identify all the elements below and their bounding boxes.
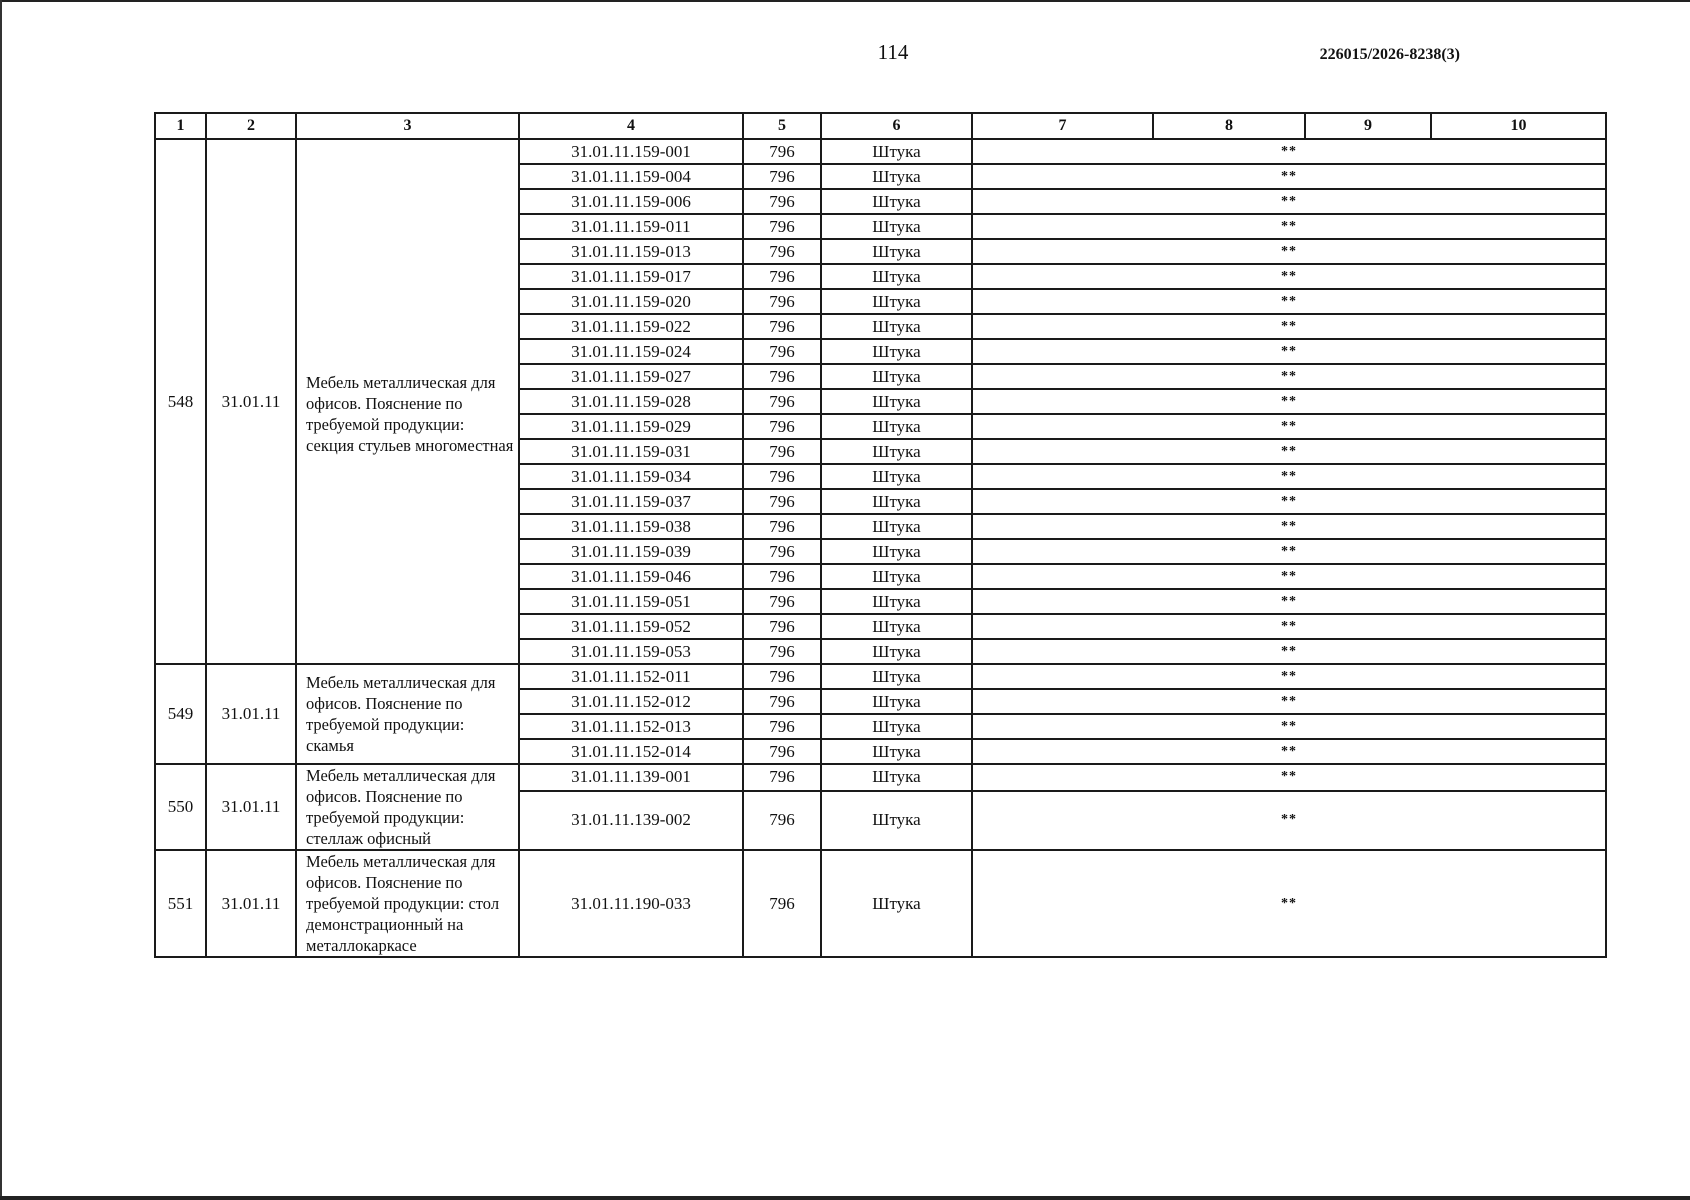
goods-table-container bbox=[154, 112, 1605, 958]
column-header-9: 9 bbox=[1305, 113, 1431, 139]
unit-cell: Штука bbox=[821, 689, 972, 714]
unit-cell: Штука bbox=[821, 164, 972, 189]
table-row bbox=[155, 139, 1606, 164]
unit-cell: Штука bbox=[821, 850, 972, 957]
row-number-cell: 550 bbox=[155, 764, 206, 850]
okei-code-cell: 796 bbox=[743, 414, 821, 439]
unit-cell: Штука bbox=[821, 714, 972, 739]
row-number-cell: 551 bbox=[155, 850, 206, 957]
okei-code-cell: 796 bbox=[743, 339, 821, 364]
unit-cell: Штука bbox=[821, 239, 972, 264]
characteristics-cell: ** bbox=[972, 639, 1606, 664]
row-number-cell: 549 bbox=[155, 664, 206, 764]
characteristics-cell: ** bbox=[972, 239, 1606, 264]
table-row bbox=[155, 664, 1606, 689]
unit-cell: Штука bbox=[821, 464, 972, 489]
okei-code-cell: 796 bbox=[743, 791, 821, 850]
okei-code-cell: 796 bbox=[743, 689, 821, 714]
item-code-cell: 31.01.11.139-001 bbox=[519, 764, 743, 791]
column-header-7: 7 bbox=[972, 113, 1153, 139]
okpd-code-cell: 31.01.11 bbox=[206, 764, 296, 850]
okei-code-cell: 796 bbox=[743, 564, 821, 589]
item-code-cell: 31.01.11.159-039 bbox=[519, 539, 743, 564]
okei-code-cell: 796 bbox=[743, 739, 821, 764]
item-code-cell: 31.01.11.159-006 bbox=[519, 189, 743, 214]
item-code-cell: 31.01.11.159-011 bbox=[519, 214, 743, 239]
okei-code-cell: 796 bbox=[743, 389, 821, 414]
okei-code-cell: 796 bbox=[743, 539, 821, 564]
unit-cell: Штука bbox=[821, 264, 972, 289]
okei-code-cell: 796 bbox=[743, 514, 821, 539]
header-row bbox=[155, 113, 1606, 139]
column-header-1: 1 bbox=[155, 113, 206, 139]
item-code-cell: 31.01.11.159-017 bbox=[519, 264, 743, 289]
item-code-cell: 31.01.11.159-013 bbox=[519, 239, 743, 264]
okei-code-cell: 796 bbox=[743, 439, 821, 464]
item-code-cell: 31.01.11.159-038 bbox=[519, 514, 743, 539]
characteristics-cell: ** bbox=[972, 389, 1606, 414]
characteristics-cell: ** bbox=[972, 714, 1606, 739]
characteristics-cell: ** bbox=[972, 664, 1606, 689]
page-edge-left bbox=[0, 0, 2, 1200]
okei-code-cell: 796 bbox=[743, 189, 821, 214]
okei-code-cell: 796 bbox=[743, 164, 821, 189]
unit-cell: Штука bbox=[821, 139, 972, 164]
okei-code-cell: 796 bbox=[743, 850, 821, 957]
okei-code-cell: 796 bbox=[743, 589, 821, 614]
item-code-cell: 31.01.11.159-024 bbox=[519, 339, 743, 364]
characteristics-cell: ** bbox=[972, 489, 1606, 514]
column-header-6: 6 bbox=[821, 113, 972, 139]
okei-code-cell: 796 bbox=[743, 214, 821, 239]
unit-cell: Штука bbox=[821, 364, 972, 389]
unit-cell: Штука bbox=[821, 639, 972, 664]
characteristics-cell: ** bbox=[972, 614, 1606, 639]
document-code: 226015/2026-8238(3) bbox=[1319, 46, 1460, 63]
characteristics-cell: ** bbox=[972, 214, 1606, 239]
column-header-10: 10 bbox=[1431, 113, 1606, 139]
column-header-3: 3 bbox=[296, 113, 519, 139]
okpd-code-cell: 31.01.11 bbox=[206, 139, 296, 664]
unit-cell: Штука bbox=[821, 764, 972, 791]
item-code-cell: 31.01.11.152-013 bbox=[519, 714, 743, 739]
item-code-cell: 31.01.11.159-037 bbox=[519, 489, 743, 514]
item-code-cell: 31.01.11.159-046 bbox=[519, 564, 743, 589]
description-cell: Мебель металлическая для офисов. Пояснение по требуемой продукции: стол демонстрационный на металлокаркасе bbox=[296, 850, 519, 957]
item-code-cell: 31.01.11.152-012 bbox=[519, 689, 743, 714]
unit-cell: Штука bbox=[821, 514, 972, 539]
characteristics-cell: ** bbox=[972, 539, 1606, 564]
characteristics-cell: ** bbox=[972, 139, 1606, 164]
description-cell: Мебель металлическая для офисов. Пояснение по требуемой продукции: скамья bbox=[296, 664, 519, 764]
column-header-2: 2 bbox=[206, 113, 296, 139]
item-code-cell: 31.01.11.139-002 bbox=[519, 791, 743, 850]
unit-cell: Штука bbox=[821, 614, 972, 639]
unit-cell: Штука bbox=[821, 564, 972, 589]
description-cell: Мебель металлическая для офисов. Пояснение по требуемой продукции: секция стульев многоместная bbox=[296, 139, 519, 664]
characteristics-cell: ** bbox=[972, 564, 1606, 589]
okei-code-cell: 796 bbox=[743, 289, 821, 314]
okpd-code-cell: 31.01.11 bbox=[206, 850, 296, 957]
column-header-5: 5 bbox=[743, 113, 821, 139]
okei-code-cell: 796 bbox=[743, 314, 821, 339]
okei-code-cell: 796 bbox=[743, 764, 821, 791]
table-body bbox=[155, 139, 1606, 957]
table-row bbox=[155, 850, 1606, 957]
okei-code-cell: 796 bbox=[743, 664, 821, 689]
item-code-cell: 31.01.11.159-022 bbox=[519, 314, 743, 339]
okei-code-cell: 796 bbox=[743, 614, 821, 639]
column-header-4: 4 bbox=[519, 113, 743, 139]
characteristics-cell: ** bbox=[972, 439, 1606, 464]
characteristics-cell: ** bbox=[972, 764, 1606, 791]
characteristics-cell: ** bbox=[972, 464, 1606, 489]
characteristics-cell: ** bbox=[972, 364, 1606, 389]
unit-cell: Штука bbox=[821, 539, 972, 564]
unit-cell: Штука bbox=[821, 414, 972, 439]
unit-cell: Штука bbox=[821, 489, 972, 514]
characteristics-cell: ** bbox=[972, 414, 1606, 439]
unit-cell: Штука bbox=[821, 314, 972, 339]
unit-cell: Штука bbox=[821, 439, 972, 464]
unit-cell: Штука bbox=[821, 589, 972, 614]
unit-cell: Штука bbox=[821, 339, 972, 364]
item-code-cell: 31.01.11.159-052 bbox=[519, 614, 743, 639]
unit-cell: Штука bbox=[821, 389, 972, 414]
okpd-code-cell: 31.01.11 bbox=[206, 664, 296, 764]
page-number: 114 bbox=[877, 40, 909, 64]
goods-table bbox=[154, 112, 1607, 958]
unit-cell: Штука bbox=[821, 214, 972, 239]
okei-code-cell: 796 bbox=[743, 489, 821, 514]
unit-cell: Штука bbox=[821, 664, 972, 689]
okei-code-cell: 796 bbox=[743, 139, 821, 164]
okei-code-cell: 796 bbox=[743, 264, 821, 289]
item-code-cell: 31.01.11.159-031 bbox=[519, 439, 743, 464]
unit-cell: Штука bbox=[821, 289, 972, 314]
item-code-cell: 31.01.11.159-051 bbox=[519, 589, 743, 614]
page-edge-bottom bbox=[0, 1196, 1690, 1200]
characteristics-cell: ** bbox=[972, 164, 1606, 189]
item-code-cell: 31.01.11.159-028 bbox=[519, 389, 743, 414]
characteristics-cell: ** bbox=[972, 689, 1606, 714]
description-cell: Мебель металлическая для офисов. Пояснение по требуемой продукции: стеллаж офисный bbox=[296, 764, 519, 850]
characteristics-cell: ** bbox=[972, 264, 1606, 289]
okei-code-cell: 796 bbox=[743, 464, 821, 489]
column-header-8: 8 bbox=[1153, 113, 1305, 139]
characteristics-cell: ** bbox=[972, 850, 1606, 957]
row-number-cell: 548 bbox=[155, 139, 206, 664]
item-code-cell: 31.01.11.190-033 bbox=[519, 850, 743, 957]
okei-code-cell: 796 bbox=[743, 364, 821, 389]
item-code-cell: 31.01.11.159-004 bbox=[519, 164, 743, 189]
page-edge-top bbox=[0, 0, 1690, 2]
okei-code-cell: 796 bbox=[743, 639, 821, 664]
characteristics-cell: ** bbox=[972, 514, 1606, 539]
okei-code-cell: 796 bbox=[743, 239, 821, 264]
item-code-cell: 31.01.11.159-053 bbox=[519, 639, 743, 664]
characteristics-cell: ** bbox=[972, 791, 1606, 850]
item-code-cell: 31.01.11.159-027 bbox=[519, 364, 743, 389]
unit-cell: Штука bbox=[821, 791, 972, 850]
characteristics-cell: ** bbox=[972, 289, 1606, 314]
item-code-cell: 31.01.11.152-011 bbox=[519, 664, 743, 689]
item-code-cell: 31.01.11.152-014 bbox=[519, 739, 743, 764]
characteristics-cell: ** bbox=[972, 189, 1606, 214]
item-code-cell: 31.01.11.159-001 bbox=[519, 139, 743, 164]
characteristics-cell: ** bbox=[972, 589, 1606, 614]
table-row bbox=[155, 764, 1606, 791]
item-code-cell: 31.01.11.159-029 bbox=[519, 414, 743, 439]
okei-code-cell: 796 bbox=[743, 714, 821, 739]
unit-cell: Штука bbox=[821, 189, 972, 214]
characteristics-cell: ** bbox=[972, 314, 1606, 339]
characteristics-cell: ** bbox=[972, 739, 1606, 764]
item-code-cell: 31.01.11.159-034 bbox=[519, 464, 743, 489]
item-code-cell: 31.01.11.159-020 bbox=[519, 289, 743, 314]
unit-cell: Штука bbox=[821, 739, 972, 764]
characteristics-cell: ** bbox=[972, 339, 1606, 364]
